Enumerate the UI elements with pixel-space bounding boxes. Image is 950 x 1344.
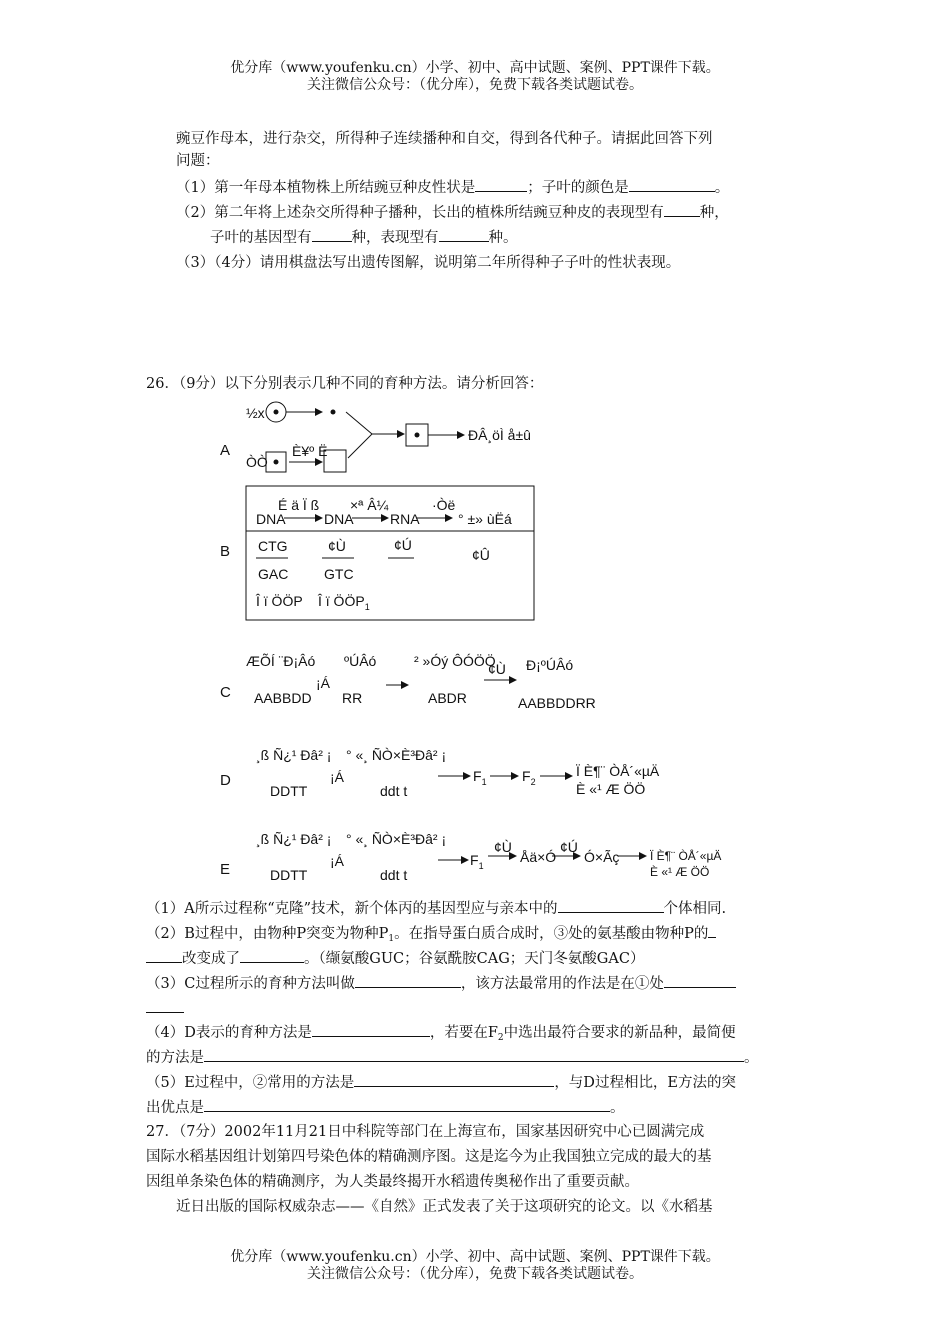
q26-part-3-cont (146, 998, 184, 1019)
q26-a4-text-c: 中选出最符合要求的新品种，最简便 (503, 1025, 736, 1041)
q26-a1-text: （1）A所示过程称“克隆”技术，新个体丙的基因型应与亲本中的 (146, 901, 558, 917)
a-text-1: ½x (246, 405, 265, 421)
c-text-3: ² »Óý ÔÓÖÖ (414, 653, 496, 669)
answer-blank[interactable] (146, 998, 184, 1013)
q27-line-1: 27．（7分）2002年11月21日中科院等部门在上海宣布，国家基因研究中心已圆满完成 (146, 1124, 705, 1140)
q26-title: 26．（9分）以下分别表示几种不同的育种方法。请分析回答： (146, 376, 544, 392)
q26-a5-text-d: 。 (610, 1100, 625, 1116)
q26-a2-sub: 1 (388, 934, 395, 944)
footer-line-2: 关注微信公众号：（优分库），免费下载各类试题试卷。 (307, 1266, 643, 1282)
d-f1: $F_1$ (473, 768, 487, 787)
answer-blank[interactable] (355, 973, 461, 988)
answer-blank[interactable] (708, 923, 716, 938)
b-gtc: GTC (324, 566, 354, 582)
b-circle-1: ¢Ù (328, 538, 346, 554)
answer-blank[interactable] (475, 177, 527, 192)
q26-a2-text-b: 。在指导蛋白质合成时，③处的氨基酸由物种P的 (394, 926, 709, 942)
b-gac: GAC (258, 566, 289, 582)
a-nucleus-dot-2 (331, 410, 336, 415)
answer-blank[interactable] (240, 948, 304, 963)
label-c: C (220, 684, 231, 701)
q26-a4-text-b: ，若要在F (429, 1025, 498, 1041)
b-ctg: CTG (258, 538, 288, 554)
answer-blank[interactable] (629, 177, 715, 192)
a-text-3: È¥º Ë (292, 443, 328, 459)
a-merge-line-2 (348, 434, 372, 458)
breeding-diagram (200, 398, 722, 890)
c-genotype-4: AABBDDRR (518, 695, 596, 711)
a-nucleus-dot-4 (415, 433, 420, 438)
c-genotype-1: AABBDD (254, 690, 312, 706)
d-genotype-2: ddt t (380, 783, 408, 799)
q25-p2-text-e: 种。 (488, 230, 518, 246)
q25-part-2 (176, 202, 729, 223)
q26-a3-text-a: （3）C过程所示的育种方法叫做 (146, 976, 355, 992)
c-text-2: ºÚÂó (344, 653, 377, 669)
d-f2: $F_2$ (522, 768, 536, 787)
q25-p2-text-c: 子叶的基因型有 (210, 230, 312, 246)
b-species-p1: Î ï $ÖÖP_1$ (318, 593, 370, 612)
label-b: B (220, 543, 231, 560)
c-circle-1: ¢Ù (488, 661, 506, 677)
a-result: ÐÂ¸öÌ å±û (468, 427, 531, 443)
answer-blank[interactable] (204, 1097, 610, 1112)
e-result-1: Ï È¶¨ ÒÅ´«µÄ (650, 849, 722, 863)
footer-line-1: 优分库（www.youfenku.cn）小学、初中、高中试题、案例、PPT课件下载。 (230, 1249, 720, 1265)
b-species-p: Î ï ÖÖP (256, 593, 303, 609)
e-result-2: È «¹ Æ ÖÖ (650, 865, 710, 879)
e-text-4: Ó×Ãç (584, 849, 620, 865)
q26-part-1 (146, 898, 726, 919)
q25-p2-text-d: 种，表现型有 (351, 230, 439, 246)
e-genotype-1: DDTT (270, 867, 308, 883)
answer-blank[interactable] (312, 1022, 430, 1037)
b-circle-3: ¢Û (472, 547, 490, 563)
answer-blank[interactable] (439, 227, 489, 242)
e-text-2: ° «¸ ÑÒ×È³Ðâ² ¡ (346, 831, 447, 847)
label-d: D (220, 772, 231, 789)
q26-a2-text-c: 改变成了 (182, 951, 240, 967)
b-circle-2: ¢Ú (394, 537, 412, 553)
c-genotype-3: ABDR (428, 690, 467, 706)
q25-p2-text-a: （2）第二年将上述杂交所得种子播种，长出的植株所结豌豆种皮的表现型有 (176, 205, 664, 221)
answer-blank[interactable] (204, 1047, 744, 1062)
answer-blank[interactable] (664, 973, 736, 988)
answer-blank[interactable] (354, 1072, 554, 1087)
c-text-1: ÆÕÍ ¨Ð¡Âó (246, 653, 316, 669)
q26-a4-text-e: 。 (744, 1050, 759, 1066)
q26-a2-text-a: （2）B过程中，由物种P突变为物种P (146, 926, 389, 942)
q26-part-4-cont (146, 1047, 759, 1068)
q25-part-2-cont (210, 227, 518, 248)
b-protein: ° ±» ùËá (458, 511, 512, 527)
header-line-1: 优分库（www.youfenku.cn）小学、初中、高中试题、案例、PPT课件下载。 (230, 60, 720, 76)
d-result-2: È «¹ Æ ÖÖ (576, 781, 646, 797)
q25-part-1 (176, 177, 729, 198)
d-text-1: ¸ß Ñ¿¹ Ðâ² ¡ (256, 747, 332, 763)
q26-a1-text-b: 个体相同. (663, 901, 727, 917)
q26-a2-text-d: 。（缬氨酸GUC；谷氨酰胺CAG；天门冬氨酸GAC） (304, 951, 645, 967)
q26-a5-text-a: （5）E过程中，②常用的方法是 (146, 1075, 355, 1091)
a-merge-line-1 (346, 412, 372, 434)
e-text-1: ¸ß Ñ¿¹ Ðâ² ¡ (256, 831, 332, 847)
q27-line-3: 因组单条染色体的精确测序，为人类最终揭开水稻遗传奥秘作出了重要贡献。 (146, 1174, 639, 1190)
e-genotype-2: ddt t (380, 867, 408, 883)
q25-p1-text-a: （1）第一年母本植物株上所结豌豆种皮性状是 (176, 180, 476, 196)
answer-blank[interactable] (312, 227, 352, 242)
q27-line-4: 近日出版的国际权威杂志——《自然》正式发表了关于这项研究的论文。以《水稻基 (176, 1199, 713, 1215)
q25-p1-text-b: ；子叶的颜色是 (527, 180, 629, 196)
answer-blank[interactable] (146, 948, 182, 963)
q25-part-3: （3）（4分）请用棋盘法写出遗传图解，说明第二年所得种子子叶的性状表现。 (176, 255, 681, 271)
e-cross: ¡Á (330, 853, 344, 869)
q27-line-2: 国际水稻基因组计划第四号染色体的精确测序图。这是迄今为止我国独立完成的最大的基 (146, 1149, 712, 1165)
q26-part-5-cont (146, 1097, 625, 1118)
d-text-2: ° «¸ ÑÒ×È³Ðâ² ¡ (346, 747, 447, 763)
a-nucleus-dot-3 (274, 460, 279, 465)
e-circle-2: ¢Ú (560, 839, 578, 855)
q25-p1-text-c: 。 (714, 180, 730, 196)
q25-p2-text-b: 种， (699, 205, 729, 221)
d-cross: ¡Á (330, 769, 344, 785)
answer-blank[interactable] (664, 202, 700, 217)
b-rna: RNA (390, 511, 420, 527)
d-result-1: Ï È¶¨ ÒÅ´«µÄ (576, 763, 660, 779)
a-nucleus-dot (274, 410, 279, 415)
answer-blank[interactable] (558, 898, 664, 913)
c-text-4: Ð¡ºÚÂó (526, 657, 574, 673)
q26-a3-text-b: ，该方法最常用的作法是在①处 (460, 976, 664, 992)
e-circle-1: ¢Ù (494, 839, 512, 855)
q25-intro-2: 问题： (176, 153, 220, 169)
c-cross: ¡Á (316, 675, 330, 691)
b-arrow-label-2: ×ª Â¼ (350, 497, 389, 513)
q26-a4-sub: 2 (497, 1033, 504, 1043)
label-a: A (220, 442, 231, 459)
q26-part-2-cont (146, 948, 644, 969)
q26-a4-text-a: （4）D表示的育种方法是 (146, 1025, 312, 1041)
e-f1: $F_1$ (470, 852, 484, 871)
e-text-3: Åä×Ó (520, 849, 557, 865)
q26-part-3 (146, 973, 736, 994)
q26-part-4 (146, 1022, 736, 1048)
label-e: E (220, 861, 231, 878)
b-dna-1: DNA (256, 511, 286, 527)
c-genotype-2: RR (342, 690, 363, 706)
d-genotype-1: DDTT (270, 783, 308, 799)
q26-part-2 (146, 923, 716, 949)
q26-a5-text-c: 出优点是 (146, 1100, 204, 1116)
b-arrow-label-3: ·Òë (432, 497, 456, 513)
header-line-2: 关注微信公众号：（优分库），免费下载各类试题试卷。 (307, 77, 643, 93)
a-text-2: ÒÒ (246, 454, 268, 470)
q26-a4-text-d: 的方法是 (146, 1050, 204, 1066)
q26-part-5 (146, 1072, 736, 1093)
q26-a5-text-b: ，与D过程相比，E方法的突 (554, 1075, 737, 1091)
b-dna-2: DNA (324, 511, 354, 527)
b-arrow-label-1: É ä Ï ß (278, 497, 320, 513)
q25-intro-1: 豌豆作母本，进行杂交，所得种子连续播种和自交，得到各代种子。请据此回答下列 (176, 131, 713, 147)
